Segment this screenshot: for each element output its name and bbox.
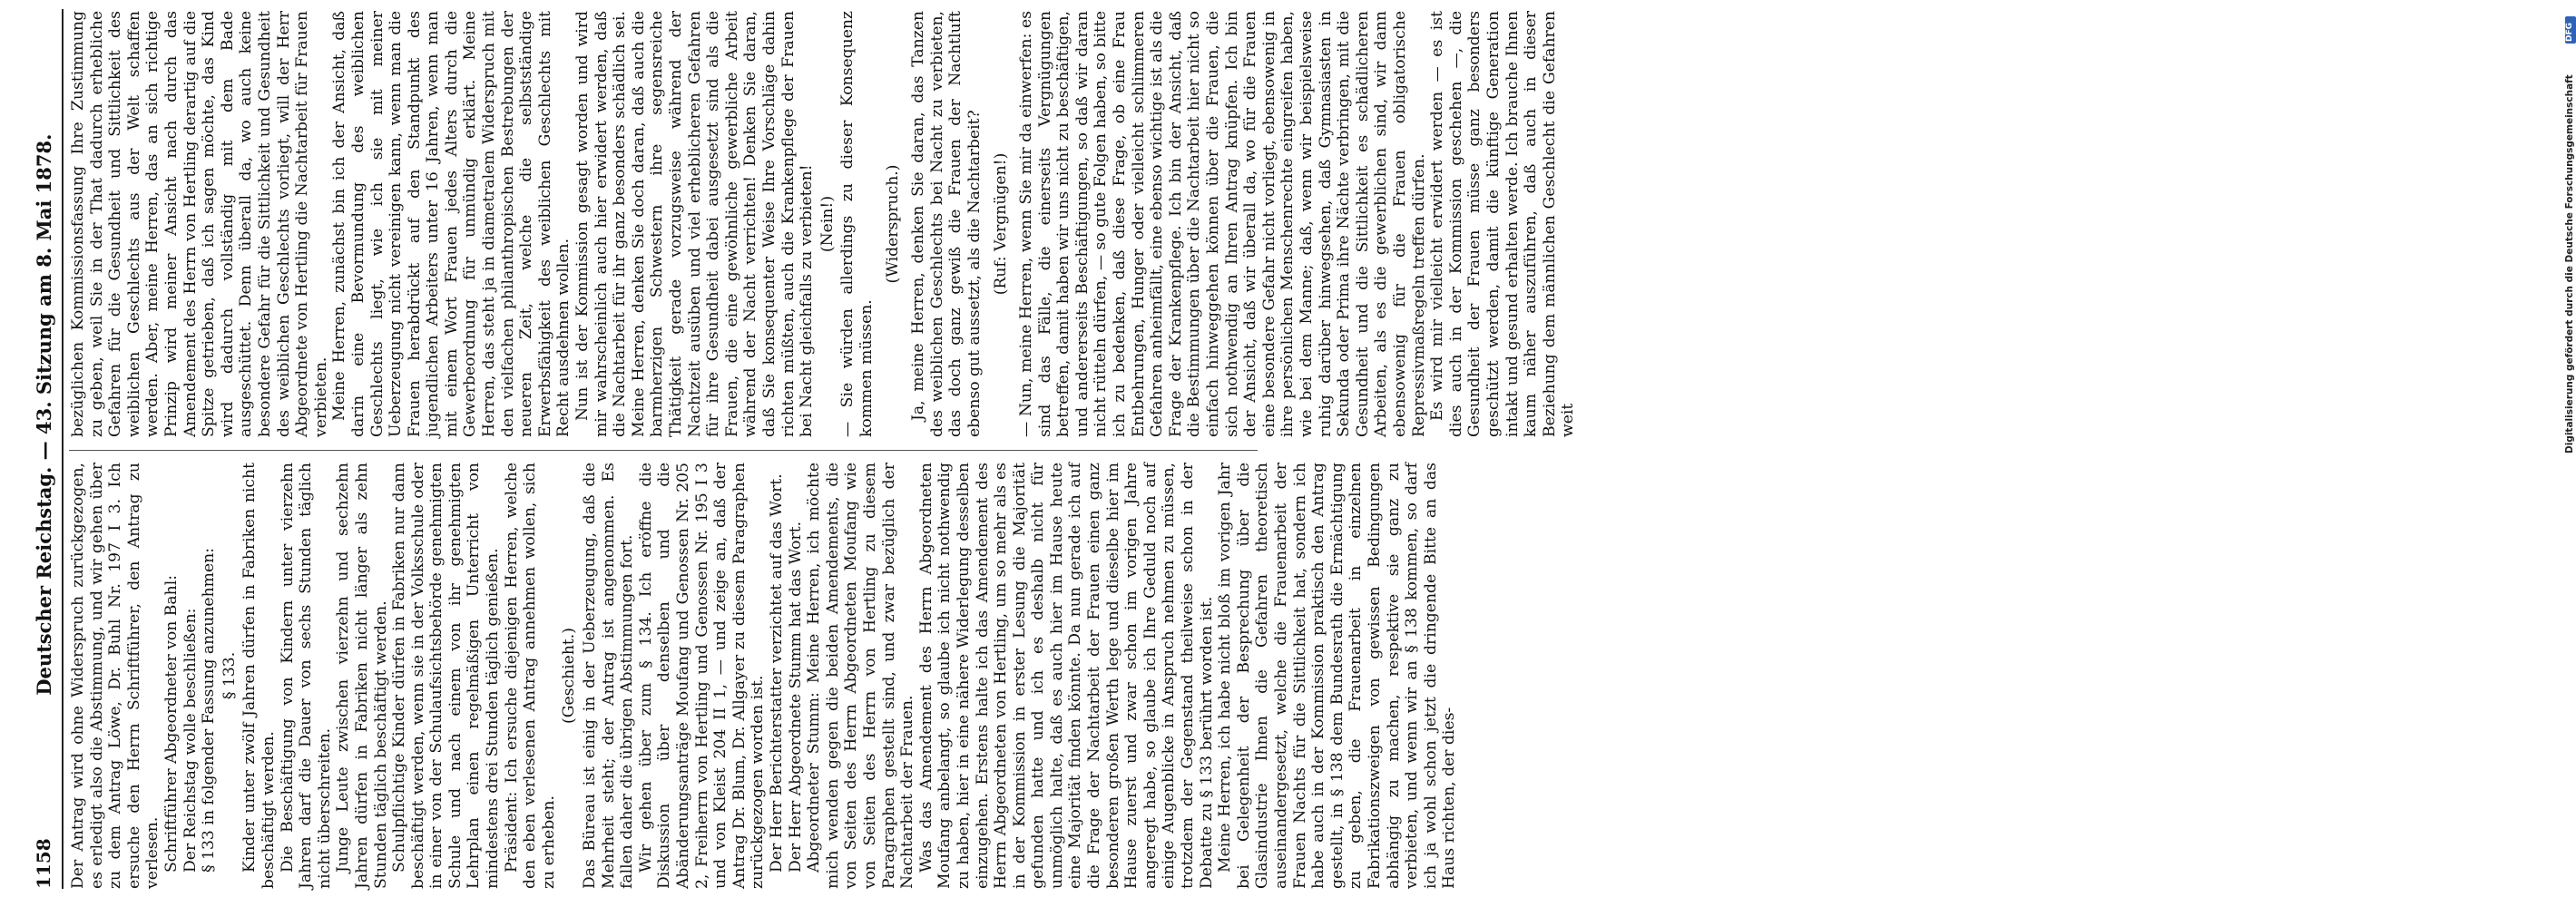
paragraph: Die Beschäftigung von Kindern unter vierzehn Jahren darf die Dauer von sechs Stunden täglich nicht überschreiten. [278,463,334,889]
column-divider [69,450,1258,451]
left-column [69,463,1459,889]
paragraph: — Sie würden allerdings zu dieser Konsequenz kommen müssen. [838,11,876,437]
paragraph: § 133 in folgender Fassung anzunehmen: [200,548,219,873]
page-header [25,9,64,889]
paragraph: — Nun, meine Herren, wenn Sie mir da einwerfen: es sind das Fälle, die einerseits Vergnügungen betreffen, damit haben wir uns nicht zu beschäftigen, und andererseits Beschäftigungen, so daß wir daran nicht rütteln dürfen, — so gute Folgen haben, so bitte ich zu bedenken, daß diese Frage, ob eine Frau Entbehrungen, Hunger oder vielleicht schlimmeren Gefahren anheimfällt, eine ebenso wichtige ist als die Frage der Krankenpflege. Ich bin der Ansicht, daß die Bestimmungen über die Nachtarbeit hier nicht so einfach hinweggehen können über die Frauen, die sich nothwendig an Ihren Antrag knüpfen. Ich bin der Ansicht, daß wir überall da, wo für die Frauen eine besondere Gefahr nicht vorliegt, ebensowenig in ihre persönlichen Menschenrechte eingreifen haben, wie bei dem Manne; daß, wenn wir beispielsweise ruhig darüber hinwegsehen, daß Gymnasiasten in Sekunda oder Prima ihre Nächte verbringen, mit die Gesundheit und die Sittlichkeit es schädlicheren Arbeiten, als es die gewerblichen sind, wir dann ebensowenig für die Frauen obligatorische Repressivmaßregeln treffen dürfen. [1017,11,1428,437]
centered-line: (Nein!) [818,195,837,253]
paragraph: Was das Amendement des Herrn Abgeordneten Moufang anbelangt, so glaube ich nicht nothwendig zu haben, hier in eine nähere Widerlegung desselben einzugehen. Erstens halte ich das Amendement des Herrn Abgeordneten von Hertling, um so mehr als es in der Kommission in erster Lesung die Majorität gefunden hatte und ich es deshalb nicht für unmöglich halte, daß es auch hier im Hause heute eine Majorität finden könnte. Da nun gerade ich auf die Frage der Nachtarbeit der Frauen einen ganz besonderen großen Werth lege und dieselbe hier im Hause zuerst und zwar schon im vorigen Jahre angeregt habe, so glaube ich Ihre Geduld noch auf einige Augenblicke in Anspruch nehmen zu müssen, trotzdem der Gegenstand theilweise schon in der Debatte zu § 133 berührt worden ist. [916,463,1216,889]
running-title: Deutscher Reichstag. — 43. Sitzung am 8. Mai 1878. [32,133,55,696]
page-number: 1158 [33,838,54,889]
paragraph: Junge Leute zwischen vierzehn und sechzehn Jahren dürfen in Fabriken nicht länger als zehn Stunden täglich beschäftigt werden. [334,463,390,889]
paragraph: Präsident: Ich ersuche diejenigen Herren, welche den eben verlesenen Antrag annehmen wollen, sich zu erheben. [502,463,558,889]
paragraph: Es wird mir vielleicht erwidert werden — es ist dies auch in der Kommission geschehen —, die Gesundheit der Frauen müsse ganz besonders geschützt werden, damit die künftige Generation intakt und gesund erhalten werde. Ich brauche Ihnen kaum näher auszuführen, daß auch in dieser Beziehung dem männlichen Geschlecht die Gefahren weit [1428,11,1578,437]
paragraph: Wir gehen über zum § 134. Ich eröffne die Diskussion über denselben und die Abänderungsanträge Moufang und Genossen Nr. 205 2, Freiherrn von Hertling und Genossen Nr. 195 I 3 und von Kleist 204 II 1, — und zeige an, daß der Antrag Dr. Blum, Dr. Allgayer zu diesem Paragraphen zurückgezogen worden ist. [636,463,768,889]
paragraph: Schulpflichtige Kinder dürfen in Fabriken nur dann beschäftigt werden, wenn sie in der Volksschule oder in einer von der Schulaufsichtsbehörde genehmigten Schule und nach einem von ihr genehmigten Lehrplan einen regelmäßigen Unterricht von mindestens drei Stunden täglich genießen. [390,463,503,889]
digitization-credit: Digitalisierung gefördert durch die Deutsche Forschungsgemeinschaft [2564,74,2575,454]
centered-line: (Widerspruch.) [883,164,902,284]
paragraph: Schriftführer Abgeordneter von Bahl: [162,575,181,873]
paragraph: Der Antrag wird ohne Widerspruch zurückgezogen, es erledigt also die Abstimmung, und wir gehen über zu dem Antrag Löwe, Dr. Buhl Nr. 197 I 3. Ich ersuche den Herrn Schriftführer, den Antrag zu verlesen. [69,463,162,889]
dfg-logo-text: DFG [2565,22,2574,42]
paragraph: Meine Herren, zunächst bin ich der Ansicht, daß darin eine Bevormundung des weiblichen Geschlechts liegt, wie ich sie mit meiner Ueberzeugung nicht vereinigen kann, wenn man die Frauen herabdrückt auf den Standpunkt des jugendlichen Arbeiters unter 16 Jahren, wenn man mit einem Wort Frauen jedes Alters durch die Gewerbeordnung für unmündig erklärt. Meine Herren, das steht ja in diametralem Widerspruch mit den vielfachen philanthropischen Bestrebungen der neueren Zeit, welche die selbstständige Erwerbsfähigkeit des weiblichen Geschlechts mit Recht ausdehnen wollen. [330,11,573,437]
paragraph: Meine Herren, ich habe nicht bloß im vorigen Jahr bei Gelegenheit der Besprechung über die Glasindustrie Ihnen die Gefahren theoretisch auseinandergesetzt, welche die Frauenarbeit der Frauen Nachts für die Sittlichkeit hat, sondern ich habe auch in der Kommission praktisch den Antrag gestellt, in § 138 dem Bundesrath die Ermächtigung zu geben, die Frauenarbeit in einzelnen Fabrikationszweigen von gewissen Bedingungen abhängig zu machen, respektive sie ganz zu verbieten, und wenn wir an § 138 kommen, so darf ich ja wohl schon jetzt die dringende Bitte an das Haus richten, der dies- [1216,463,1459,889]
paragraph: Abgeordneter Stumm: Meine Herren, ich möchte mich wenden gegen die beiden Amendements, die von Seiten des Herrn Abgeordneten Moufang wie von Seiten des Herrn von Hertling zu diesem Paragraphen gestellt sind, und zwar bezüglich der Nachtarbeit der Frauen. [805,463,917,889]
centered-line: § 133. [220,651,239,700]
paragraph: bezüglichen Kommissionsfassung Ihre Zustimmung zu geben, weil Sie in der That dadurch erhebliche Gefahren für die Gesundheit und Sittlichkeit des weiblichen Geschlechts aus der Welt schaffen werden. Aber, meine Herren, das an sich richtige Prinzip wird meiner Ansicht nach durch das Amendement des Herrn von Hertling derartig auf die Spitze getrieben, daß ich sagen möchte, das Kind wird dadurch vollständig mit dem Bade ausgeschüttet. Denn überall da, wo auch keine besondere Gefahr für die Sittlichkeit und Gesundheit des weiblichen Geschlechts vorliegt, will der Herr Abgeordnete von Hertling die Nachtarbeit für Frauen verbieten. [69,11,330,437]
paragraph: Der Herr Abgeordnete Stumm hat das Wort. [786,521,805,873]
right-column [69,11,1578,437]
paragraph: Ja, meine Herren, denken Sie daran, das Tanzen des weiblichen Geschlechts bei Nacht zu verbieten, das doch ganz gewiß die Frauen der Nachtluft ebenso gut aussetzt, als die Nachtarbeit? [909,11,984,437]
centered-line: (Geschieht.) [560,628,579,724]
paragraph: Der Herr Berichterstatter verzichtet auf das Wort. [767,473,786,873]
rotated-page [9,0,1578,898]
paragraph: Das Büreau ist einig in der Ueberzeugung, daß die Mehrheit steht; der Antrag ist angenommen. Es fallen daher die übrigen Abstimmungen fort. [581,463,637,889]
paragraph: Der Reichstag wolle beschließen: [181,608,200,873]
paragraph: Nun ist der Kommission gesagt worden und wird mir wahrscheinlich auch hier erwidert werden, daß die Nachtarbeit für ihr ganz besonders schädlich sei. Meine Herren, denken Sie doch daran, daß auch die barmherzigen Schwestern ihre segensreiche Thätigkeit gerade vorzugsweise während der Nachtzeit ausüben und viel erheblicheren Gefahren für ihre Gesundheit dabei ausgesetzt sind als die Frauen, die eine gewöhnliche gewerbliche Arbeit während der Nacht verrichten! Denken Sie daran, daß Sie konsequenter Weise Ihre Vorschläge dahin richten müßten, auch die Krankenpflege der Frauen bei Nacht gleichfalls zu verbieten! [573,11,817,437]
centered-line: (Ruf: Vergnügen!) [991,152,1010,296]
paragraph: Kinder unter zwölf Jahren dürfen in Fabriken nicht beschäftigt werden. [240,463,278,889]
